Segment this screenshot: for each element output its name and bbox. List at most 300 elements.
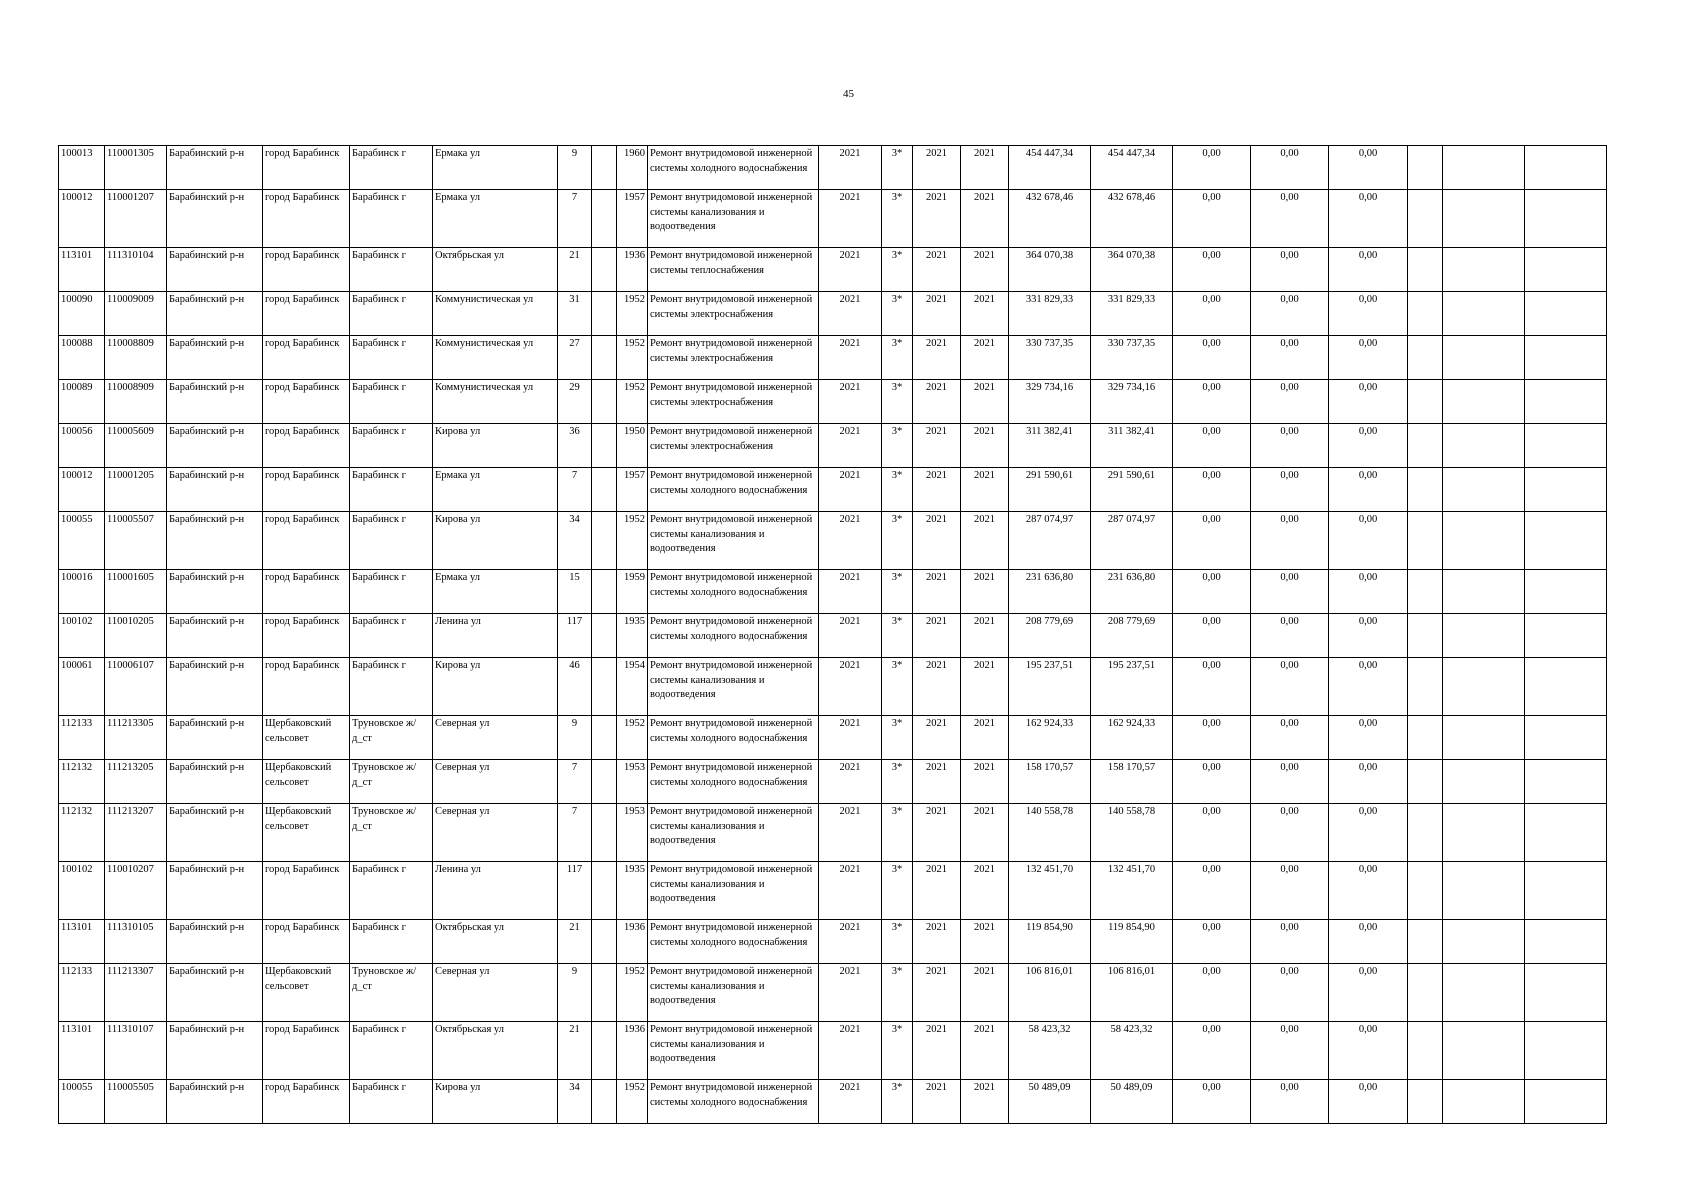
col-start-year: 2021 xyxy=(913,716,961,760)
col-work-type: Ремонт внутридомовой инженерной системы канализования и водоотведения xyxy=(648,190,819,248)
col-budget-cost: 0,00 xyxy=(1173,920,1251,964)
col-work-type: Ремонт внутридомовой инженерной системы канализования и водоотведения xyxy=(648,512,819,570)
col-fund-cost: 158 170,57 xyxy=(1091,760,1173,804)
col-owner-cost: 0,00 xyxy=(1329,248,1408,292)
col-district: Барабинский р-н xyxy=(167,380,263,424)
col-total-cost: 208 779,69 xyxy=(1009,614,1091,658)
col-fund-cost: 331 829,33 xyxy=(1091,292,1173,336)
col-end-year: 2021 xyxy=(961,424,1009,468)
col-end-year: 2021 xyxy=(961,920,1009,964)
col-extra-3 xyxy=(1525,760,1607,804)
col-plan-year: 2021 xyxy=(819,614,882,658)
col-work-id: 111213305 xyxy=(105,716,167,760)
col-budget-cost: 0,00 xyxy=(1173,570,1251,614)
col-extra-1 xyxy=(1408,570,1443,614)
col-built-year: 1936 xyxy=(617,920,648,964)
col-total-cost: 331 829,33 xyxy=(1009,292,1091,336)
col-extra-3 xyxy=(1525,468,1607,512)
col-house-number: 21 xyxy=(558,248,592,292)
col-budget-cost: 0,00 xyxy=(1173,336,1251,380)
col-house-id: 113101 xyxy=(59,920,105,964)
col-house-number: 36 xyxy=(558,424,592,468)
col-plan-year: 2021 xyxy=(819,658,882,716)
col-work-type: Ремонт внутридомовой инженерной системы канализования и водоотведения xyxy=(648,658,819,716)
col-owner-cost: 0,00 xyxy=(1329,964,1408,1022)
col-work-type: Ремонт внутридомовой инженерной системы холодного водоснабжения xyxy=(648,1080,819,1124)
col-work-type: Ремонт внутридомовой инженерной системы электроснабжения xyxy=(648,292,819,336)
col-district: Барабинский р-н xyxy=(167,862,263,920)
col-total-cost: 50 489,09 xyxy=(1009,1080,1091,1124)
col-municipality: город Барабинск xyxy=(263,292,350,336)
col-fund-cost: 140 558,78 xyxy=(1091,804,1173,862)
col-settlement: Барабинск г xyxy=(350,1022,433,1080)
col-fund-cost: 119 854,90 xyxy=(1091,920,1173,964)
page-number: 45 xyxy=(843,88,854,100)
col-house-id: 100102 xyxy=(59,862,105,920)
col-local-cost: 0,00 xyxy=(1251,292,1329,336)
col-district: Барабинский р-н xyxy=(167,292,263,336)
col-mark: 3* xyxy=(882,468,913,512)
col-work-id: 111310104 xyxy=(105,248,167,292)
col-work-type: Ремонт внутридомовой инженерной системы электроснабжения xyxy=(648,336,819,380)
col-extra-3 xyxy=(1525,292,1607,336)
col-work-type: Ремонт внутридомовой инженерной системы канализования и водоотведения xyxy=(648,964,819,1022)
col-work-type: Ремонт внутридомовой инженерной системы холодного водоснабжения xyxy=(648,614,819,658)
col-owner-cost: 0,00 xyxy=(1329,920,1408,964)
col-work-type: Ремонт внутридомовой инженерной системы холодного водоснабжения xyxy=(648,146,819,190)
col-budget-cost: 0,00 xyxy=(1173,512,1251,570)
col-house-id: 100016 xyxy=(59,570,105,614)
col-total-cost: 454 447,34 xyxy=(1009,146,1091,190)
col-mark: 3* xyxy=(882,920,913,964)
col-work-id: 110001605 xyxy=(105,570,167,614)
col-owner-cost: 0,00 xyxy=(1329,804,1408,862)
col-built-year: 1954 xyxy=(617,658,648,716)
col-municipality: город Барабинск xyxy=(263,570,350,614)
col-work-id: 111213207 xyxy=(105,804,167,862)
col-extra-2 xyxy=(1443,1022,1525,1080)
col-end-year: 2021 xyxy=(961,614,1009,658)
col-plan-year: 2021 xyxy=(819,570,882,614)
col-house-id: 100055 xyxy=(59,1080,105,1124)
col-building xyxy=(592,190,617,248)
col-end-year: 2021 xyxy=(961,804,1009,862)
col-mark: 3* xyxy=(882,146,913,190)
col-owner-cost: 0,00 xyxy=(1329,570,1408,614)
col-fund-cost: 50 489,09 xyxy=(1091,1080,1173,1124)
col-local-cost: 0,00 xyxy=(1251,146,1329,190)
col-municipality: город Барабинск xyxy=(263,336,350,380)
col-built-year: 1936 xyxy=(617,1022,648,1080)
col-work-id: 110001205 xyxy=(105,468,167,512)
col-plan-year: 2021 xyxy=(819,862,882,920)
col-building xyxy=(592,862,617,920)
col-street: Северная ул xyxy=(433,964,558,1022)
col-total-cost: 58 423,32 xyxy=(1009,1022,1091,1080)
col-settlement: Барабинск г xyxy=(350,512,433,570)
col-work-id: 110001305 xyxy=(105,146,167,190)
col-extra-1 xyxy=(1408,336,1443,380)
col-house-id: 100089 xyxy=(59,380,105,424)
col-work-type: Ремонт внутридомовой инженерной системы холодного водоснабжения xyxy=(648,920,819,964)
col-total-cost: 140 558,78 xyxy=(1009,804,1091,862)
col-extra-2 xyxy=(1443,248,1525,292)
col-built-year: 1935 xyxy=(617,862,648,920)
col-extra-2 xyxy=(1443,146,1525,190)
col-extra-2 xyxy=(1443,190,1525,248)
col-fund-cost: 287 074,97 xyxy=(1091,512,1173,570)
col-house-number: 21 xyxy=(558,920,592,964)
col-extra-2 xyxy=(1443,920,1525,964)
col-fund-cost: 195 237,51 xyxy=(1091,658,1173,716)
col-end-year: 2021 xyxy=(961,570,1009,614)
col-budget-cost: 0,00 xyxy=(1173,1080,1251,1124)
col-owner-cost: 0,00 xyxy=(1329,614,1408,658)
col-total-cost: 329 734,16 xyxy=(1009,380,1091,424)
table-row xyxy=(59,716,1607,760)
table-row xyxy=(59,248,1607,292)
col-building xyxy=(592,804,617,862)
col-municipality: город Барабинск xyxy=(263,920,350,964)
col-house-id: 100061 xyxy=(59,658,105,716)
col-building xyxy=(592,1022,617,1080)
col-house-id: 100012 xyxy=(59,190,105,248)
col-extra-2 xyxy=(1443,862,1525,920)
col-owner-cost: 0,00 xyxy=(1329,424,1408,468)
col-district: Барабинский р-н xyxy=(167,804,263,862)
table-row xyxy=(59,1022,1607,1080)
col-street: Ленина ул xyxy=(433,614,558,658)
col-total-cost: 231 636,80 xyxy=(1009,570,1091,614)
col-extra-2 xyxy=(1443,614,1525,658)
col-budget-cost: 0,00 xyxy=(1173,424,1251,468)
col-extra-1 xyxy=(1408,190,1443,248)
col-settlement: Барабинск г xyxy=(350,146,433,190)
col-budget-cost: 0,00 xyxy=(1173,658,1251,716)
col-house-number: 9 xyxy=(558,716,592,760)
col-plan-year: 2021 xyxy=(819,1022,882,1080)
col-district: Барабинский р-н xyxy=(167,468,263,512)
col-start-year: 2021 xyxy=(913,424,961,468)
col-total-cost: 162 924,33 xyxy=(1009,716,1091,760)
col-local-cost: 0,00 xyxy=(1251,424,1329,468)
col-house-id: 100055 xyxy=(59,512,105,570)
col-local-cost: 0,00 xyxy=(1251,468,1329,512)
col-plan-year: 2021 xyxy=(819,292,882,336)
col-end-year: 2021 xyxy=(961,190,1009,248)
col-house-id: 112133 xyxy=(59,964,105,1022)
col-street: Ермака ул xyxy=(433,190,558,248)
col-work-id: 110001207 xyxy=(105,190,167,248)
col-extra-1 xyxy=(1408,380,1443,424)
col-extra-1 xyxy=(1408,292,1443,336)
col-built-year: 1952 xyxy=(617,964,648,1022)
col-local-cost: 0,00 xyxy=(1251,804,1329,862)
table-row xyxy=(59,964,1607,1022)
col-extra-3 xyxy=(1525,920,1607,964)
col-building xyxy=(592,336,617,380)
table-row xyxy=(59,570,1607,614)
col-local-cost: 0,00 xyxy=(1251,716,1329,760)
col-work-type: Ремонт внутридомовой инженерной системы холодного водоснабжения xyxy=(648,468,819,512)
col-house-number: 15 xyxy=(558,570,592,614)
col-budget-cost: 0,00 xyxy=(1173,964,1251,1022)
col-work-id: 110005609 xyxy=(105,424,167,468)
col-built-year: 1936 xyxy=(617,248,648,292)
col-local-cost: 0,00 xyxy=(1251,862,1329,920)
table-row xyxy=(59,658,1607,716)
col-settlement: Барабинск г xyxy=(350,658,433,716)
col-start-year: 2021 xyxy=(913,614,961,658)
col-total-cost: 106 816,01 xyxy=(1009,964,1091,1022)
col-house-number: 117 xyxy=(558,614,592,658)
col-extra-2 xyxy=(1443,716,1525,760)
col-house-id: 112133 xyxy=(59,716,105,760)
col-local-cost: 0,00 xyxy=(1251,380,1329,424)
col-street: Кирова ул xyxy=(433,1080,558,1124)
col-plan-year: 2021 xyxy=(819,760,882,804)
col-plan-year: 2021 xyxy=(819,336,882,380)
col-built-year: 1935 xyxy=(617,614,648,658)
col-house-id: 100102 xyxy=(59,614,105,658)
col-work-type: Ремонт внутридомовой инженерной системы теплоснабжения xyxy=(648,248,819,292)
col-budget-cost: 0,00 xyxy=(1173,146,1251,190)
col-fund-cost: 432 678,46 xyxy=(1091,190,1173,248)
col-total-cost: 291 590,61 xyxy=(1009,468,1091,512)
col-extra-2 xyxy=(1443,336,1525,380)
col-end-year: 2021 xyxy=(961,248,1009,292)
col-municipality: город Барабинск xyxy=(263,248,350,292)
col-extra-1 xyxy=(1408,512,1443,570)
col-municipality: город Барабинск xyxy=(263,512,350,570)
col-budget-cost: 0,00 xyxy=(1173,862,1251,920)
col-municipality: Щербаковский сельсовет xyxy=(263,964,350,1022)
col-extra-3 xyxy=(1525,614,1607,658)
col-owner-cost: 0,00 xyxy=(1329,468,1408,512)
col-plan-year: 2021 xyxy=(819,512,882,570)
col-budget-cost: 0,00 xyxy=(1173,614,1251,658)
col-start-year: 2021 xyxy=(913,804,961,862)
col-district: Барабинский р-н xyxy=(167,614,263,658)
col-house-number: 9 xyxy=(558,146,592,190)
col-work-id: 110005505 xyxy=(105,1080,167,1124)
col-extra-1 xyxy=(1408,716,1443,760)
col-district: Барабинский р-н xyxy=(167,424,263,468)
col-start-year: 2021 xyxy=(913,862,961,920)
col-local-cost: 0,00 xyxy=(1251,1080,1329,1124)
col-district: Барабинский р-н xyxy=(167,964,263,1022)
col-municipality: город Барабинск xyxy=(263,862,350,920)
col-work-id: 111310107 xyxy=(105,1022,167,1080)
col-plan-year: 2021 xyxy=(819,424,882,468)
col-local-cost: 0,00 xyxy=(1251,248,1329,292)
col-street: Кирова ул xyxy=(433,658,558,716)
col-house-id: 112132 xyxy=(59,804,105,862)
col-settlement: Барабинск г xyxy=(350,380,433,424)
col-extra-2 xyxy=(1443,468,1525,512)
col-settlement: Барабинск г xyxy=(350,248,433,292)
col-street: Коммунистическая ул xyxy=(433,380,558,424)
col-house-number: 7 xyxy=(558,760,592,804)
col-street: Ермака ул xyxy=(433,468,558,512)
col-work-type: Ремонт внутридомовой инженерной системы холодного водоснабжения xyxy=(648,570,819,614)
col-building xyxy=(592,760,617,804)
col-municipality: Щербаковский сельсовет xyxy=(263,760,350,804)
col-plan-year: 2021 xyxy=(819,964,882,1022)
col-building xyxy=(592,424,617,468)
col-extra-2 xyxy=(1443,964,1525,1022)
col-extra-3 xyxy=(1525,248,1607,292)
col-owner-cost: 0,00 xyxy=(1329,512,1408,570)
col-street: Кирова ул xyxy=(433,424,558,468)
col-owner-cost: 0,00 xyxy=(1329,146,1408,190)
col-mark: 3* xyxy=(882,190,913,248)
col-budget-cost: 0,00 xyxy=(1173,380,1251,424)
col-owner-cost: 0,00 xyxy=(1329,190,1408,248)
col-mark: 3* xyxy=(882,570,913,614)
col-district: Барабинский р-н xyxy=(167,570,263,614)
repair-program-table xyxy=(58,145,1607,1124)
col-settlement: Барабинск г xyxy=(350,570,433,614)
col-district: Барабинский р-н xyxy=(167,1080,263,1124)
col-start-year: 2021 xyxy=(913,248,961,292)
col-extra-1 xyxy=(1408,1080,1443,1124)
col-total-cost: 364 070,38 xyxy=(1009,248,1091,292)
col-municipality: Щербаковский сельсовет xyxy=(263,716,350,760)
table-row xyxy=(59,468,1607,512)
col-end-year: 2021 xyxy=(961,1080,1009,1124)
col-settlement: Труновское ж/д_ст xyxy=(350,760,433,804)
col-local-cost: 0,00 xyxy=(1251,964,1329,1022)
col-building xyxy=(592,512,617,570)
col-budget-cost: 0,00 xyxy=(1173,292,1251,336)
col-budget-cost: 0,00 xyxy=(1173,1022,1251,1080)
col-street: Северная ул xyxy=(433,760,558,804)
col-plan-year: 2021 xyxy=(819,920,882,964)
table-row xyxy=(59,804,1607,862)
col-start-year: 2021 xyxy=(913,468,961,512)
col-end-year: 2021 xyxy=(961,716,1009,760)
col-built-year: 1960 xyxy=(617,146,648,190)
col-house-number: 29 xyxy=(558,380,592,424)
col-district: Барабинский р-н xyxy=(167,760,263,804)
col-extra-1 xyxy=(1408,920,1443,964)
col-fund-cost: 106 816,01 xyxy=(1091,964,1173,1022)
col-municipality: город Барабинск xyxy=(263,190,350,248)
col-work-id: 110008909 xyxy=(105,380,167,424)
col-plan-year: 2021 xyxy=(819,1080,882,1124)
col-extra-2 xyxy=(1443,658,1525,716)
col-street: Ермака ул xyxy=(433,570,558,614)
col-fund-cost: 162 924,33 xyxy=(1091,716,1173,760)
col-municipality: город Барабинск xyxy=(263,1080,350,1124)
col-start-year: 2021 xyxy=(913,920,961,964)
col-extra-3 xyxy=(1525,146,1607,190)
col-start-year: 2021 xyxy=(913,1080,961,1124)
col-mark: 3* xyxy=(882,336,913,380)
col-settlement: Труновское ж/д_ст xyxy=(350,804,433,862)
col-start-year: 2021 xyxy=(913,964,961,1022)
col-plan-year: 2021 xyxy=(819,248,882,292)
col-extra-1 xyxy=(1408,424,1443,468)
col-mark: 3* xyxy=(882,424,913,468)
col-owner-cost: 0,00 xyxy=(1329,760,1408,804)
col-fund-cost: 454 447,34 xyxy=(1091,146,1173,190)
col-fund-cost: 329 734,16 xyxy=(1091,380,1173,424)
col-extra-3 xyxy=(1525,1080,1607,1124)
col-start-year: 2021 xyxy=(913,658,961,716)
col-extra-3 xyxy=(1525,380,1607,424)
col-extra-3 xyxy=(1525,964,1607,1022)
col-end-year: 2021 xyxy=(961,760,1009,804)
col-owner-cost: 0,00 xyxy=(1329,1080,1408,1124)
col-settlement: Труновское ж/д_ст xyxy=(350,964,433,1022)
col-mark: 3* xyxy=(882,380,913,424)
col-local-cost: 0,00 xyxy=(1251,920,1329,964)
col-municipality: город Барабинск xyxy=(263,424,350,468)
col-owner-cost: 0,00 xyxy=(1329,380,1408,424)
col-end-year: 2021 xyxy=(961,336,1009,380)
col-district: Барабинский р-н xyxy=(167,716,263,760)
col-extra-2 xyxy=(1443,424,1525,468)
col-fund-cost: 231 636,80 xyxy=(1091,570,1173,614)
col-settlement: Барабинск г xyxy=(350,468,433,512)
col-fund-cost: 330 737,35 xyxy=(1091,336,1173,380)
col-street: Октябрьская ул xyxy=(433,920,558,964)
col-house-number: 7 xyxy=(558,804,592,862)
col-extra-1 xyxy=(1408,146,1443,190)
col-district: Барабинский р-н xyxy=(167,920,263,964)
col-extra-2 xyxy=(1443,1080,1525,1124)
col-district: Барабинский р-н xyxy=(167,658,263,716)
col-extra-1 xyxy=(1408,1022,1443,1080)
col-building xyxy=(592,658,617,716)
col-extra-1 xyxy=(1408,862,1443,920)
col-fund-cost: 58 423,32 xyxy=(1091,1022,1173,1080)
col-district: Барабинский р-н xyxy=(167,336,263,380)
col-end-year: 2021 xyxy=(961,658,1009,716)
col-street: Ленина ул xyxy=(433,862,558,920)
col-work-type: Ремонт внутридомовой инженерной системы холодного водоснабжения xyxy=(648,760,819,804)
col-settlement: Барабинск г xyxy=(350,190,433,248)
col-owner-cost: 0,00 xyxy=(1329,716,1408,760)
col-built-year: 1957 xyxy=(617,468,648,512)
col-owner-cost: 0,00 xyxy=(1329,1022,1408,1080)
col-start-year: 2021 xyxy=(913,1022,961,1080)
col-building xyxy=(592,468,617,512)
col-district: Барабинский р-н xyxy=(167,1022,263,1080)
col-built-year: 1952 xyxy=(617,292,648,336)
col-work-id: 111310105 xyxy=(105,920,167,964)
col-end-year: 2021 xyxy=(961,512,1009,570)
col-built-year: 1950 xyxy=(617,424,648,468)
col-owner-cost: 0,00 xyxy=(1329,292,1408,336)
col-end-year: 2021 xyxy=(961,964,1009,1022)
col-start-year: 2021 xyxy=(913,146,961,190)
col-house-number: 34 xyxy=(558,512,592,570)
col-owner-cost: 0,00 xyxy=(1329,336,1408,380)
col-building xyxy=(592,1080,617,1124)
col-house-number: 21 xyxy=(558,1022,592,1080)
col-extra-1 xyxy=(1408,614,1443,658)
col-start-year: 2021 xyxy=(913,190,961,248)
col-extra-1 xyxy=(1408,964,1443,1022)
col-house-id: 100013 xyxy=(59,146,105,190)
table-row xyxy=(59,424,1607,468)
col-built-year: 1952 xyxy=(617,380,648,424)
col-local-cost: 0,00 xyxy=(1251,570,1329,614)
col-house-id: 100012 xyxy=(59,468,105,512)
